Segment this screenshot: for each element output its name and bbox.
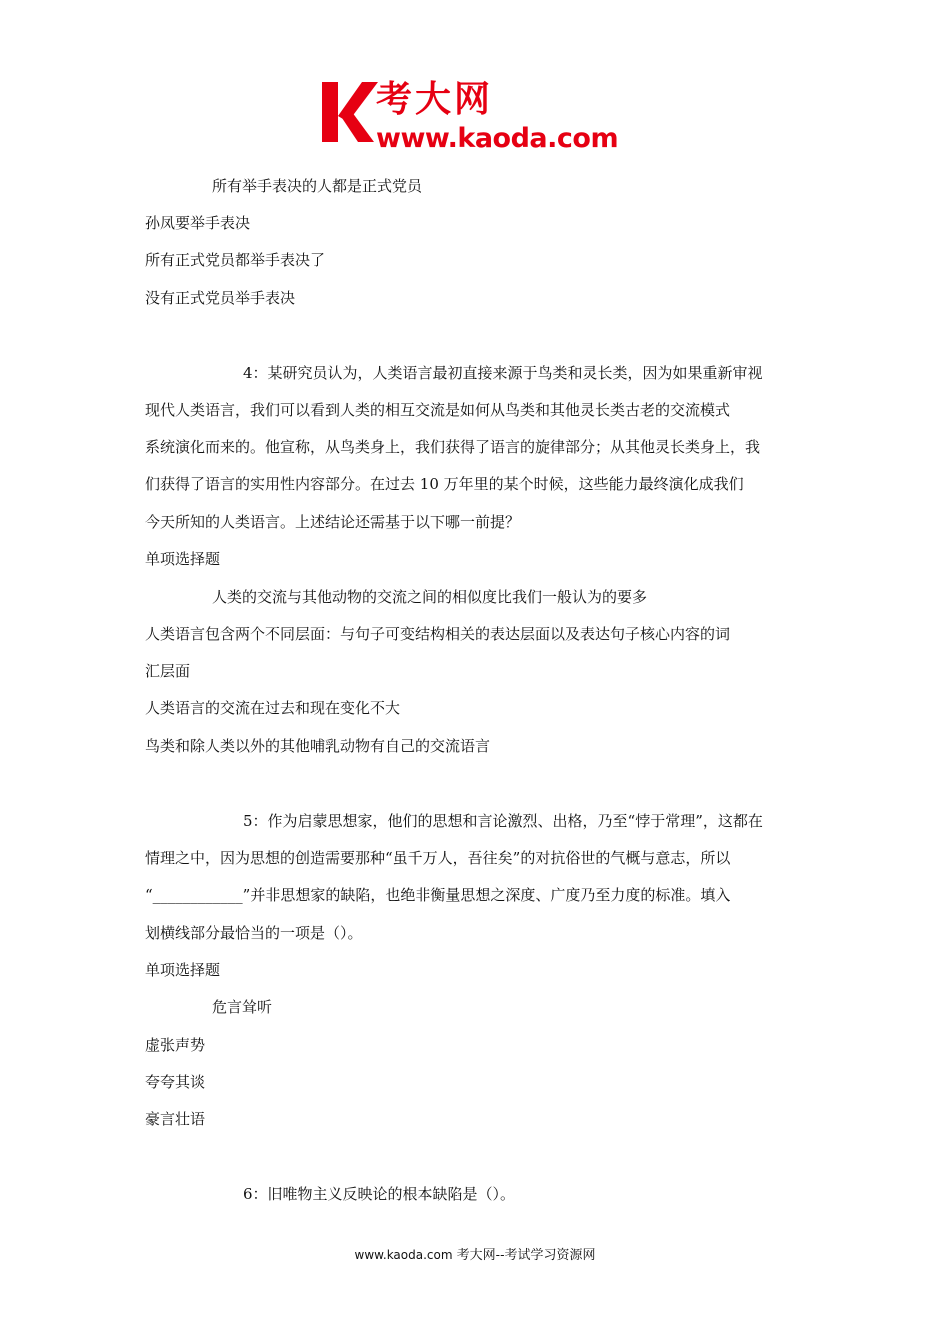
q4-question-line: 4：某研究员认为，人类语言最初直接来源于鸟类和灵长类，因为如果重新审视 (243, 364, 763, 382)
q6-question-line: 6：旧唯物主义反映论的根本缺陷是（）。 (243, 1185, 516, 1203)
q5-option-c: 夸夸其谈 (145, 1073, 206, 1091)
k-logo-icon (318, 78, 378, 148)
q3-option-a: 所有举手表决的人都是正式党员 (212, 177, 423, 195)
footer-url: www.kaoda.com (354, 1248, 453, 1262)
q4-question-line: 们获得了语言的实用性内容部分。在过去 10 万年里的某个时候，这些能力最终演化成我们 (145, 475, 744, 493)
logo-brand-text: 考大网 (376, 79, 494, 120)
q5-question-line: “____________”并非思想家的缺陷，也绝非衡量思想之深度、广度乃至力度的标准。填入 (145, 886, 731, 904)
q5-question-line: 5：作为启蒙思想家，他们的思想和言论激烈、出格，乃至“悖于常理”，这都在 (243, 812, 763, 830)
q4-option-d: 鸟类和除人类以外的其他哺乳动物有自己的交流语言 (145, 737, 491, 755)
q3-option-d: 没有正式党员举手表决 (145, 289, 296, 307)
q5-option-d: 豪言壮语 (145, 1110, 206, 1128)
q5-question-line: 情理之中，因为思想的创造需要那种“虽千万人，吾往矣”的对抗俗世的气概与意志，所以 (145, 849, 731, 867)
kaoda-logo (318, 78, 640, 160)
q4-question-line: 今天所知的人类语言。上述结论还需基于以下哪一前提？ (145, 513, 521, 531)
q4-option-b-cont: 汇层面 (145, 662, 191, 680)
q4-question-line: 系统演化而来的。他宣称，从鸟类身上，我们获得了语言的旋律部分；从其他灵长类身上，我 (145, 438, 761, 456)
q5-option-b: 虚张声势 (145, 1036, 206, 1054)
q5-question-type: 单项选择题 (145, 961, 221, 979)
q5-question-line: 划横线部分最恰当的一项是（）。 (145, 924, 363, 942)
q4-question-line: 现代人类语言，我们可以看到人类的相互交流是如何从鸟类和其他灵长类古老的交流模式 (145, 401, 731, 419)
footer-text: 考大网--考试学习资源网 (452, 1248, 596, 1263)
q4-question-type: 单项选择题 (145, 550, 221, 568)
q4-option-a: 人类的交流与其他动物的交流之间的相似度比我们一般认为的要多 (212, 588, 648, 606)
q3-option-b: 孙凤要举手表决 (145, 214, 251, 232)
q5-option-a: 危言耸听 (212, 998, 273, 1016)
logo-url-text: www.kaoda.com (376, 123, 619, 154)
page-footer (0, 1247, 950, 1264)
q4-option-c: 人类语言的交流在过去和现在变化不大 (145, 699, 401, 717)
q4-option-b: 人类语言包含两个不同层面：与句子可变结构相关的表达层面以及表达句子核心内容的词 (145, 625, 731, 643)
q3-option-c: 所有正式党员都举手表决了 (145, 251, 326, 269)
